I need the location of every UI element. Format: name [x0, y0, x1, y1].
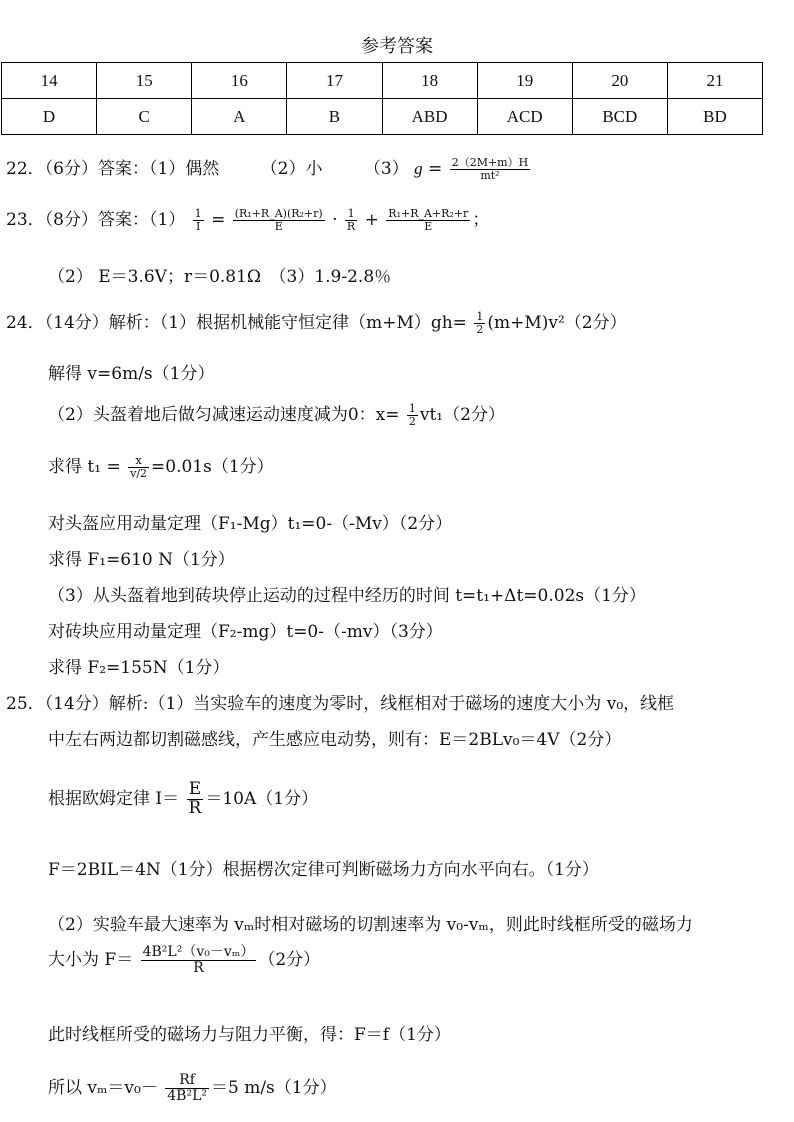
q23-frac3 — [345, 208, 357, 232]
q22-denominator: mt² — [480, 169, 500, 182]
q25-line2: 中左右两边都切割磁感线，产生感应电动势，则有：E＝2BLv₀＝4V（2分） — [48, 730, 622, 750]
frac-den: v/2 — [130, 467, 148, 480]
q24-line6: 求得 F₁=610 N（1分） — [48, 550, 235, 570]
q22-g: g — [414, 159, 423, 178]
q23-line2: （2） E＝3.6V；r＝0.81Ω （3）1.9-2.8％ — [48, 267, 392, 287]
q25-l6b: （2分） — [258, 950, 321, 970]
table-row-answers — [2, 99, 763, 135]
q25-vm-frac — [165, 1073, 209, 1103]
plus: + — [359, 210, 385, 230]
table-cell: 14 — [2, 63, 97, 99]
frac-den: I — [195, 220, 201, 233]
frac-den: R — [188, 797, 202, 818]
frac-num: 1 — [345, 208, 357, 221]
q25-l8b: ＝5 m/s（1分） — [210, 1078, 337, 1098]
frac-num: 1 — [476, 310, 484, 324]
frac-num: 4B²L²（v₀－vₘ） — [142, 944, 255, 961]
q22-part3: （3） — [363, 159, 409, 179]
table-cell: ACD — [477, 99, 572, 135]
semicolon: ； — [472, 210, 490, 230]
frac-den: R — [193, 960, 204, 976]
q24-line9: 求得 F₂=155N（1分） — [48, 658, 230, 678]
q24-head: 24．（14分）解析：（1）根据机械能守恒定律（m+M）gh= — [6, 313, 467, 333]
q25-l3b: ＝10A（1分） — [205, 788, 319, 809]
q25-ohm-frac — [187, 781, 204, 818]
table-cell: C — [97, 99, 192, 135]
q23-frac4 — [386, 208, 470, 232]
q24-line1 — [6, 308, 627, 336]
frac-den: E — [424, 220, 433, 233]
q23-line1 — [6, 205, 489, 233]
frac-num: Rf — [165, 1073, 209, 1089]
table-row-numbers — [2, 63, 763, 99]
q22-head: 22．（6分）答案：（1）偶然 — [6, 159, 220, 179]
table-cell: 17 — [287, 63, 382, 99]
q24-l3b: vt₁（2分） — [419, 405, 505, 425]
frac-num: R₁+R_A+R₂+r — [388, 207, 469, 221]
q25-line5: （2）实验车最大速率为 vₘ时相对磁场的切割速率为 v₀-vₘ，则此时线框所受的磁场力 — [48, 915, 693, 935]
q24-line3 — [48, 400, 505, 428]
q25-l6a: 大小为 F＝ — [48, 950, 134, 970]
q22-part2: （2）小 — [260, 159, 323, 179]
frac-den: 4B²L² — [167, 1088, 207, 1104]
q24-l3a: （2）头盔着地后做匀减速运动速度减为0：x= — [48, 405, 400, 425]
q22-formula — [450, 157, 531, 181]
q24-l4b: =0.01s（1分） — [151, 457, 274, 477]
table-cell: A — [192, 99, 287, 135]
table-cell: ABD — [382, 99, 477, 135]
table-cell: 16 — [192, 63, 287, 99]
table-cell: 21 — [667, 63, 762, 99]
equals: = — [422, 159, 448, 179]
frac-num: E — [187, 781, 204, 800]
answer-table — [1, 62, 763, 135]
q22-numerator: 2（2M+m）H — [451, 156, 529, 170]
frac-num: 1 — [194, 207, 202, 221]
frac-den: E — [274, 220, 283, 233]
table-cell: BCD — [572, 99, 667, 135]
q24-t1-frac — [128, 455, 149, 479]
q25-force-frac — [141, 945, 257, 975]
q23-frac2 — [233, 208, 325, 232]
table-cell: 19 — [477, 63, 572, 99]
q23-head: 23．（8分）答案：（1） — [6, 210, 186, 230]
q25-line4: F＝2BIL＝4N（1分）根据楞次定律可判断磁场力方向水平向右。（1分） — [48, 860, 599, 880]
q25-line6 — [48, 945, 320, 976]
table-cell: 15 — [97, 63, 192, 99]
frac-num: 1 — [408, 402, 416, 416]
table-cell: D — [2, 99, 97, 135]
q24-l4a: 求得 t₁ = — [48, 457, 127, 477]
q24-line4 — [48, 452, 274, 480]
frac-den: 2 — [476, 323, 484, 336]
q24-rhs: (m+M)v²（2分） — [487, 313, 627, 333]
equals: = — [205, 210, 231, 230]
q24-line7: （3）从头盔着地到砖块停止运动的过程中经历的时间 t=t₁+Δt=0.02s（1分） — [48, 586, 646, 606]
q22-line — [6, 154, 532, 182]
q25-line1: 25．（14分）解析:（1）当实验车的速度为零时，线框相对于磁场的速度大小为 v₀，线框 — [6, 694, 675, 714]
frac-num: x — [128, 455, 149, 468]
q24-line8: 对砖块应用动量定理（F₂-mg）t=0-（-mv）（3分） — [48, 622, 443, 642]
q24-half2 — [407, 403, 418, 427]
frac-den: 2 — [408, 415, 416, 428]
frac-den: R — [346, 220, 356, 233]
q25-line8 — [48, 1073, 337, 1104]
table-cell: 18 — [382, 63, 477, 99]
q25-l8a: 所以 vₘ＝v₀－ — [48, 1078, 158, 1098]
q24-line2: 解得 v=6m/s（1分） — [48, 364, 215, 384]
frac-num: (R₁+R_A)(R₂+r) — [234, 207, 323, 221]
page-title: 参考答案 — [361, 36, 433, 57]
q25-line3 — [48, 781, 318, 818]
q23-frac1 — [193, 208, 204, 232]
q25-l3a: 根据欧姆定律 I＝ — [48, 788, 180, 809]
q24-half — [474, 311, 485, 335]
table-cell: 20 — [572, 63, 667, 99]
q25-line7: 此时线框所受的磁场力与阻力平衡，得：F＝f（1分） — [48, 1025, 451, 1045]
dot: · — [326, 210, 343, 230]
q24-line5: 对头盔应用动量定理（F₁-Mg）t₁=0-（-Mv）（2分） — [48, 514, 453, 534]
table-cell: B — [287, 99, 382, 135]
table-cell: BD — [667, 99, 762, 135]
